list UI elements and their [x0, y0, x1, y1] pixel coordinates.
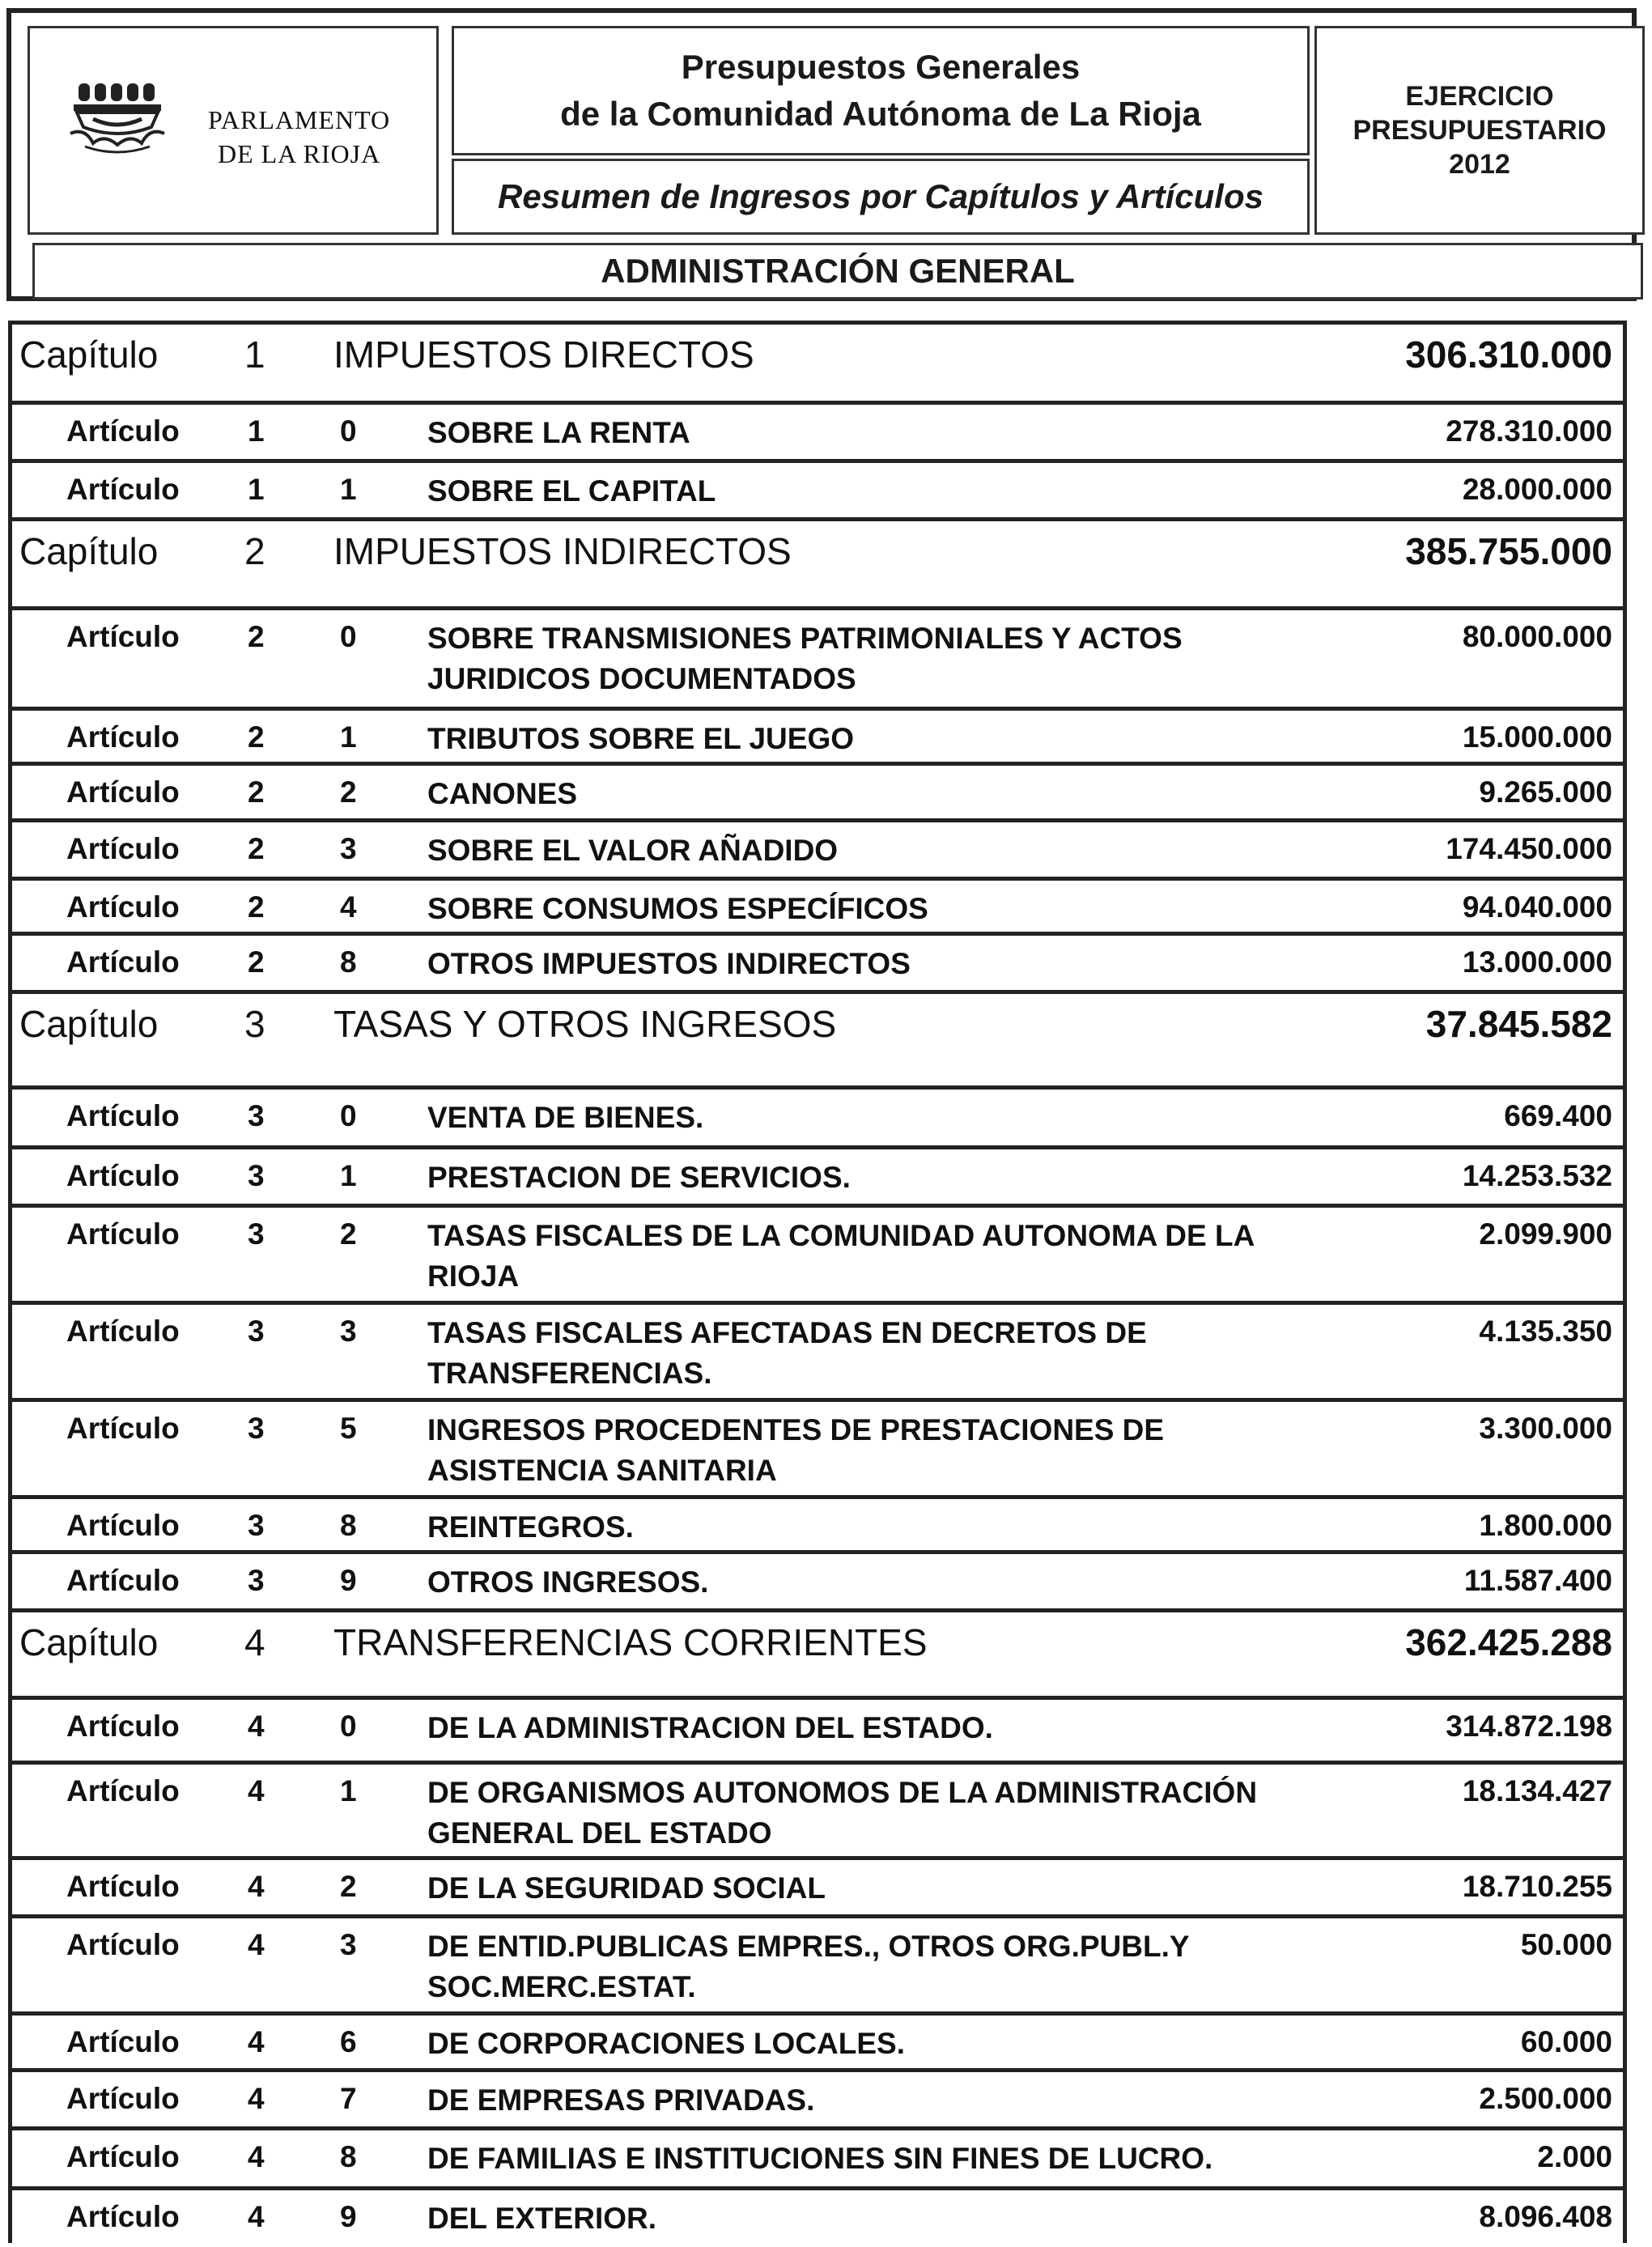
article-description: DE LA ADMINISTRACION DEL ESTADO.: [427, 1711, 993, 1744]
article-chapter-number: 3: [248, 1099, 265, 1132]
article-description: SOBRE EL VALOR AÑADIDO: [427, 834, 839, 867]
article-number: 9: [340, 2200, 357, 2233]
article-chapter-number: 2: [248, 775, 265, 809]
chapter-number: 2: [244, 530, 265, 572]
article-description: DE ORGANISMOS AUTONOMOS DE LA ADMINISTRACIÓN GENERAL DEL ESTADO: [427, 1776, 1258, 1850]
article-row: [8, 2072, 1627, 2130]
article-label: Artículo: [66, 2082, 180, 2115]
article-chapter-number: 3: [248, 1509, 265, 1542]
article-chapter-number: 4: [248, 1774, 265, 1807]
article-description: DE LA SEGURIDAD SOCIAL: [427, 1871, 826, 1905]
article-amount: 8.096.408: [1479, 2200, 1612, 2233]
article-number: 1: [340, 473, 357, 506]
article-chapter-number: 4: [248, 1870, 265, 1903]
article-row: [8, 1860, 1627, 1918]
article-chapter-number: 3: [248, 1315, 265, 1348]
article-row: [8, 1402, 1627, 1499]
chapter-name: TASAS Y OTROS INGRESOS: [333, 1003, 837, 1045]
chapter-name: IMPUESTOS INDIRECTOS: [333, 530, 792, 572]
logo-box: [28, 26, 439, 235]
article-row: [8, 1208, 1627, 1305]
article-row: [8, 2190, 1627, 2247]
section-box: [32, 243, 1643, 299]
article-amount: 278.310.000: [1446, 414, 1612, 448]
article-chapter-number: 2: [248, 620, 265, 653]
article-number: 1: [340, 1774, 357, 1807]
article-label: Artículo: [66, 473, 180, 506]
article-label: Artículo: [66, 620, 180, 653]
article-label: Artículo: [66, 1159, 180, 1192]
article-amount: 18.134.427: [1462, 1774, 1612, 1807]
chapter-row: [8, 994, 1627, 1090]
article-chapter-number: 4: [248, 1928, 265, 1961]
article-amount: 174.450.000: [1446, 832, 1612, 865]
article-label: Artículo: [66, 1564, 180, 1597]
article-description: REINTEGROS.: [427, 1510, 634, 1544]
article-row: [8, 822, 1627, 881]
article-label: Artículo: [66, 2025, 180, 2058]
article-chapter-number: 4: [248, 2140, 265, 2173]
article-description: TASAS FISCALES AFECTADAS EN DECRETOS DE TRANSFERENCIAS.: [427, 1316, 1147, 1390]
article-description: DE CORPORACIONES LOCALES.: [427, 2027, 905, 2060]
article-amount: 4.135.350: [1479, 1315, 1612, 1348]
article-row: [8, 1090, 1627, 1149]
chapter-number: 4: [244, 1621, 265, 1663]
article-amount: 60.000: [1520, 2025, 1612, 2058]
fiscal-year-box: [1314, 26, 1645, 235]
chapter-row: [8, 1612, 1627, 1700]
article-row: [8, 936, 1627, 994]
article-number: 2: [340, 1217, 357, 1251]
article-number: 3: [340, 1928, 357, 1961]
article-description: SOBRE LA RENTA: [427, 416, 690, 449]
article-description: TASAS FISCALES DE LA COMUNIDAD AUTONOMA DE LA RIOJA: [427, 1219, 1254, 1293]
article-number: 8: [340, 2140, 357, 2173]
article-number: 9: [340, 1564, 357, 1597]
article-chapter-number: 2: [248, 890, 265, 924]
article-description: TRIBUTOS SOBRE EL JUEGO: [427, 722, 854, 755]
fiscal-year-value: 2012: [1449, 149, 1510, 180]
chapter-amount: 306.310.000: [1405, 333, 1612, 376]
fiscal-year-line-1: EJERCICIO: [1405, 81, 1554, 112]
article-amount: 14.253.532: [1462, 1159, 1612, 1192]
article-row: [8, 1765, 1627, 1860]
article-amount: 15.000.000: [1462, 720, 1612, 754]
chapter-amount: 362.425.288: [1405, 1621, 1612, 1663]
article-label: Artículo: [66, 890, 180, 924]
article-chapter-number: 3: [248, 1217, 265, 1251]
article-chapter-number: 1: [248, 473, 265, 506]
article-amount: 94.040.000: [1462, 890, 1612, 924]
article-description: DE EMPRESAS PRIVADAS.: [427, 2083, 815, 2117]
article-number: 1: [340, 720, 357, 754]
article-chapter-number: 3: [248, 1412, 265, 1445]
article-description: DE FAMILIAS E INSTITUCIONES SIN FINES DE LUCRO.: [427, 2142, 1213, 2175]
article-number: 4: [340, 890, 357, 924]
article-amount: 80.000.000: [1462, 620, 1612, 653]
article-label: Artículo: [66, 1509, 180, 1542]
article-description: PRESTACION DE SERVICIOS.: [427, 1161, 851, 1194]
article-chapter-number: 2: [248, 832, 265, 865]
chapter-label: Capítulo: [19, 1003, 159, 1045]
article-row: [8, 2016, 1627, 2072]
document-subtitle: Resumen de Ingresos por Capítulos y Artículos: [498, 177, 1263, 215]
document-header: [6, 8, 1637, 301]
chapter-label: Capítulo: [19, 530, 159, 572]
article-amount: 2.000: [1537, 2140, 1612, 2173]
article-row: [8, 610, 1627, 711]
article-row: [8, 1499, 1627, 1554]
article-number: 3: [340, 1315, 357, 1348]
article-chapter-number: 3: [248, 1564, 265, 1597]
article-description: SOBRE EL CAPITAL: [427, 474, 716, 508]
article-amount: 18.710.255: [1462, 1870, 1612, 1903]
article-number: 8: [340, 1509, 357, 1542]
article-row: [8, 1149, 1627, 1208]
article-label: Artículo: [66, 2200, 180, 2233]
article-number: 3: [340, 832, 357, 865]
article-label: Artículo: [66, 1315, 180, 1348]
article-row: [8, 2130, 1627, 2190]
article-row: [8, 1918, 1627, 2016]
article-chapter-number: 4: [248, 2200, 265, 2233]
document-title-line-1: Presupuestos Generales: [681, 48, 1081, 86]
article-number: 0: [340, 620, 357, 653]
article-number: 0: [340, 1099, 357, 1132]
article-description: INGRESOS PROCEDENTES DE PRESTACIONES DE ASISTENCIA SANITARIA: [427, 1413, 1165, 1487]
article-description: DEL EXTERIOR.: [427, 2202, 657, 2235]
article-row: [8, 463, 1627, 521]
logo-wordmark: [208, 103, 390, 171]
article-amount: 3.300.000: [1479, 1412, 1612, 1445]
article-label: Artículo: [66, 1217, 180, 1251]
article-label: Artículo: [66, 1099, 180, 1132]
article-chapter-number: 3: [248, 1159, 265, 1192]
article-row: [8, 711, 1627, 766]
article-amount: 314.872.198: [1446, 1710, 1612, 1743]
subtitle-box: [452, 159, 1310, 235]
document-title-line-2: de la Comunidad Autónoma de La Rioja: [560, 95, 1201, 133]
article-number: 6: [340, 2025, 357, 2058]
article-label: Artículo: [66, 1928, 180, 1961]
article-amount: 2.099.900: [1479, 1217, 1612, 1251]
article-description: OTROS IMPUESTOS INDIRECTOS: [427, 947, 911, 980]
article-chapter-number: 2: [248, 720, 265, 754]
article-label: Artículo: [66, 414, 180, 448]
article-chapter-number: 2: [248, 945, 265, 979]
article-chapter-number: 4: [248, 2025, 265, 2058]
article-description: CANONES: [427, 777, 578, 810]
article-label: Artículo: [66, 720, 180, 754]
article-label: Artículo: [66, 1412, 180, 1445]
chapter-name: TRANSFERENCIAS CORRIENTES: [333, 1621, 928, 1663]
article-row: [8, 1554, 1627, 1612]
article-amount: 9.265.000: [1479, 775, 1612, 809]
article-number: 2: [340, 1870, 357, 1903]
logo-line-1: PARLAMENTO: [208, 105, 391, 134]
article-label: Artículo: [66, 1870, 180, 1903]
article-row: [8, 1305, 1627, 1402]
article-description: VENTA DE BIENES.: [427, 1101, 704, 1134]
logo-line-2: DE LA RIOJA: [217, 139, 381, 168]
article-description: SOBRE TRANSMISIONES PATRIMONIALES Y ACTOS JURIDICOS DOCUMENTADOS: [427, 622, 1183, 695]
chapter-amount: 385.755.000: [1405, 530, 1612, 572]
article-amount: 2.500.000: [1479, 2082, 1612, 2115]
article-number: 0: [340, 1710, 357, 1743]
article-number: 2: [340, 775, 357, 809]
article-amount: 11.587.400: [1463, 1564, 1612, 1597]
article-row: [8, 881, 1627, 936]
article-chapter-number: 4: [248, 1710, 265, 1743]
chapter-row: [8, 325, 1627, 405]
article-label: Artículo: [66, 945, 180, 979]
article-description: DE ENTID.PUBLICAS EMPRES., OTROS ORG.PUBL.Y SOC.MERC.ESTAT.: [427, 1930, 1189, 2003]
chapter-label: Capítulo: [19, 1621, 159, 1663]
chapter-row: [8, 521, 1627, 610]
chapter-label: Capítulo: [19, 333, 159, 376]
chapter-name: IMPUESTOS DIRECTOS: [333, 333, 754, 376]
article-number: 1: [340, 1159, 357, 1192]
article-label: Artículo: [66, 2140, 180, 2173]
article-description: SOBRE CONSUMOS ESPECÍFICOS: [427, 892, 928, 925]
article-amount: 669.400: [1504, 1099, 1612, 1132]
article-number: 5: [340, 1412, 357, 1445]
article-number: 7: [340, 2082, 357, 2115]
article-label: Artículo: [66, 1710, 180, 1743]
article-amount: 1.800.000: [1479, 1509, 1612, 1542]
chapter-number: 1: [244, 333, 265, 376]
article-description: OTROS INGRESOS.: [427, 1565, 709, 1599]
article-row: [8, 405, 1627, 463]
chapter-amount: 37.845.582: [1425, 1003, 1612, 1045]
section-title: ADMINISTRACIÓN GENERAL: [601, 252, 1075, 290]
article-amount: 13.000.000: [1462, 945, 1612, 979]
article-chapter-number: 1: [248, 414, 265, 448]
article-number: 8: [340, 945, 357, 979]
article-chapter-number: 4: [248, 2082, 265, 2115]
parliament-crest-icon: [69, 77, 198, 158]
article-label: Artículo: [66, 1774, 180, 1807]
article-amount: 28.000.000: [1462, 473, 1612, 506]
article-label: Artículo: [66, 775, 180, 809]
fiscal-year-line-2: PRESUPUESTARIO: [1353, 115, 1607, 146]
article-row: [8, 766, 1627, 822]
title-box: [452, 26, 1310, 155]
article-amount: 50.000: [1520, 1928, 1612, 1961]
article-label: Artículo: [66, 832, 180, 865]
chapter-number: 3: [244, 1003, 265, 1045]
article-number: 0: [340, 414, 357, 448]
article-row: [8, 1700, 1627, 1765]
